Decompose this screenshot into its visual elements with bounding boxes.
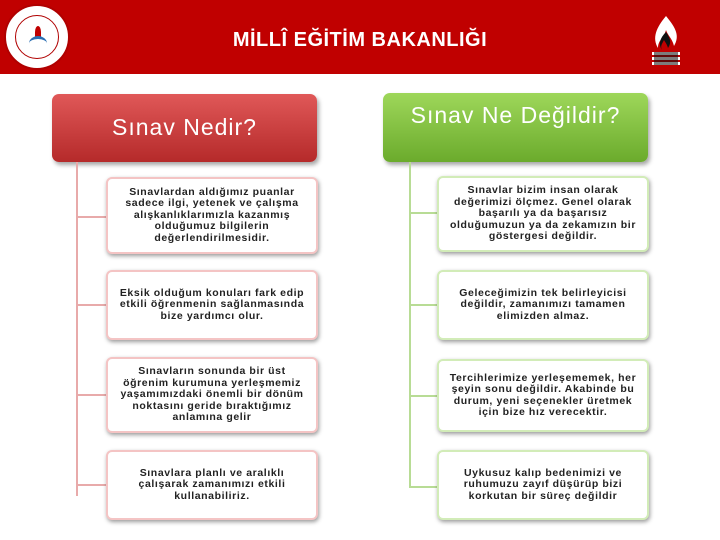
right-card-text: Uykusuz kalıp bedenimizi ve ruhumuzu zayıf düşürüp bizi korkutan bir süreç değildir bbox=[463, 466, 623, 502]
left-branch bbox=[76, 216, 106, 218]
left-branch bbox=[76, 394, 106, 396]
right-card-text: Sınavlar bizim insan olarak değerimizi ölçmez. Genel olarak başarılı ya da başarısız olduğumuzun ya da zekamızın bir göstergesi değildir. bbox=[449, 184, 637, 243]
page-title: MİLLÎ EĞİTİM BAKANLIĞI bbox=[232, 29, 488, 51]
torch-flame-logo bbox=[646, 14, 686, 70]
left-connector-line bbox=[76, 162, 78, 496]
right-card-text: Tercihlerimize yerleşememek, her şeyin sonu değildir. Akabinde bu durum, yeni seçenekler üretmek için bize hız verecektir. bbox=[449, 371, 637, 418]
right-branch bbox=[409, 304, 439, 306]
right-branch bbox=[409, 395, 439, 397]
left-card-4 bbox=[106, 450, 318, 520]
right-card-2 bbox=[437, 270, 649, 340]
right-connector-line bbox=[409, 162, 411, 488]
right-card-text: Geleceğimizin tek belirleyicisi değildir, zamanımızı tamamen elimizden almaz. bbox=[459, 286, 627, 322]
left-card-3 bbox=[106, 357, 318, 433]
right-card-1 bbox=[437, 176, 649, 252]
left-heading-box bbox=[52, 94, 317, 162]
left-card-text: Sınavlara planlı ve aralıklı çalışarak zamanımızı etkili kullanabiliriz. bbox=[138, 466, 286, 502]
right-branch bbox=[409, 212, 439, 214]
left-branch bbox=[76, 304, 106, 306]
left-heading: Sınav Nedir? bbox=[112, 114, 257, 140]
right-heading-box bbox=[383, 93, 648, 162]
right-heading: Sınav Ne Değildir? bbox=[410, 102, 621, 128]
right-card-3 bbox=[437, 359, 649, 432]
left-card-text: Eksik olduğum konuları fark edip etkili öğrenmenin sağlanmasında bize yardımcı olur. bbox=[119, 286, 305, 322]
right-card-4 bbox=[437, 450, 649, 520]
left-card-text: Sınavlardan aldığımız puanlar sadece ilgi, yetenek ve çalışma alışkanlıklarımızla kazanmış olduğumuz bilgilerin değerlendirilmesidir. bbox=[125, 185, 299, 244]
header-bar bbox=[0, 0, 720, 74]
left-branch bbox=[76, 484, 106, 486]
left-card-2 bbox=[106, 270, 318, 340]
left-card-1 bbox=[106, 177, 318, 254]
right-branch bbox=[409, 486, 439, 488]
left-card-text: Sınavların sonunda bir üst öğrenim kurumuna yerleşmemiz yaşamımızdaki önemli bir dönüm noktasını geride bıraktığımız anlamına gelir bbox=[120, 365, 304, 424]
